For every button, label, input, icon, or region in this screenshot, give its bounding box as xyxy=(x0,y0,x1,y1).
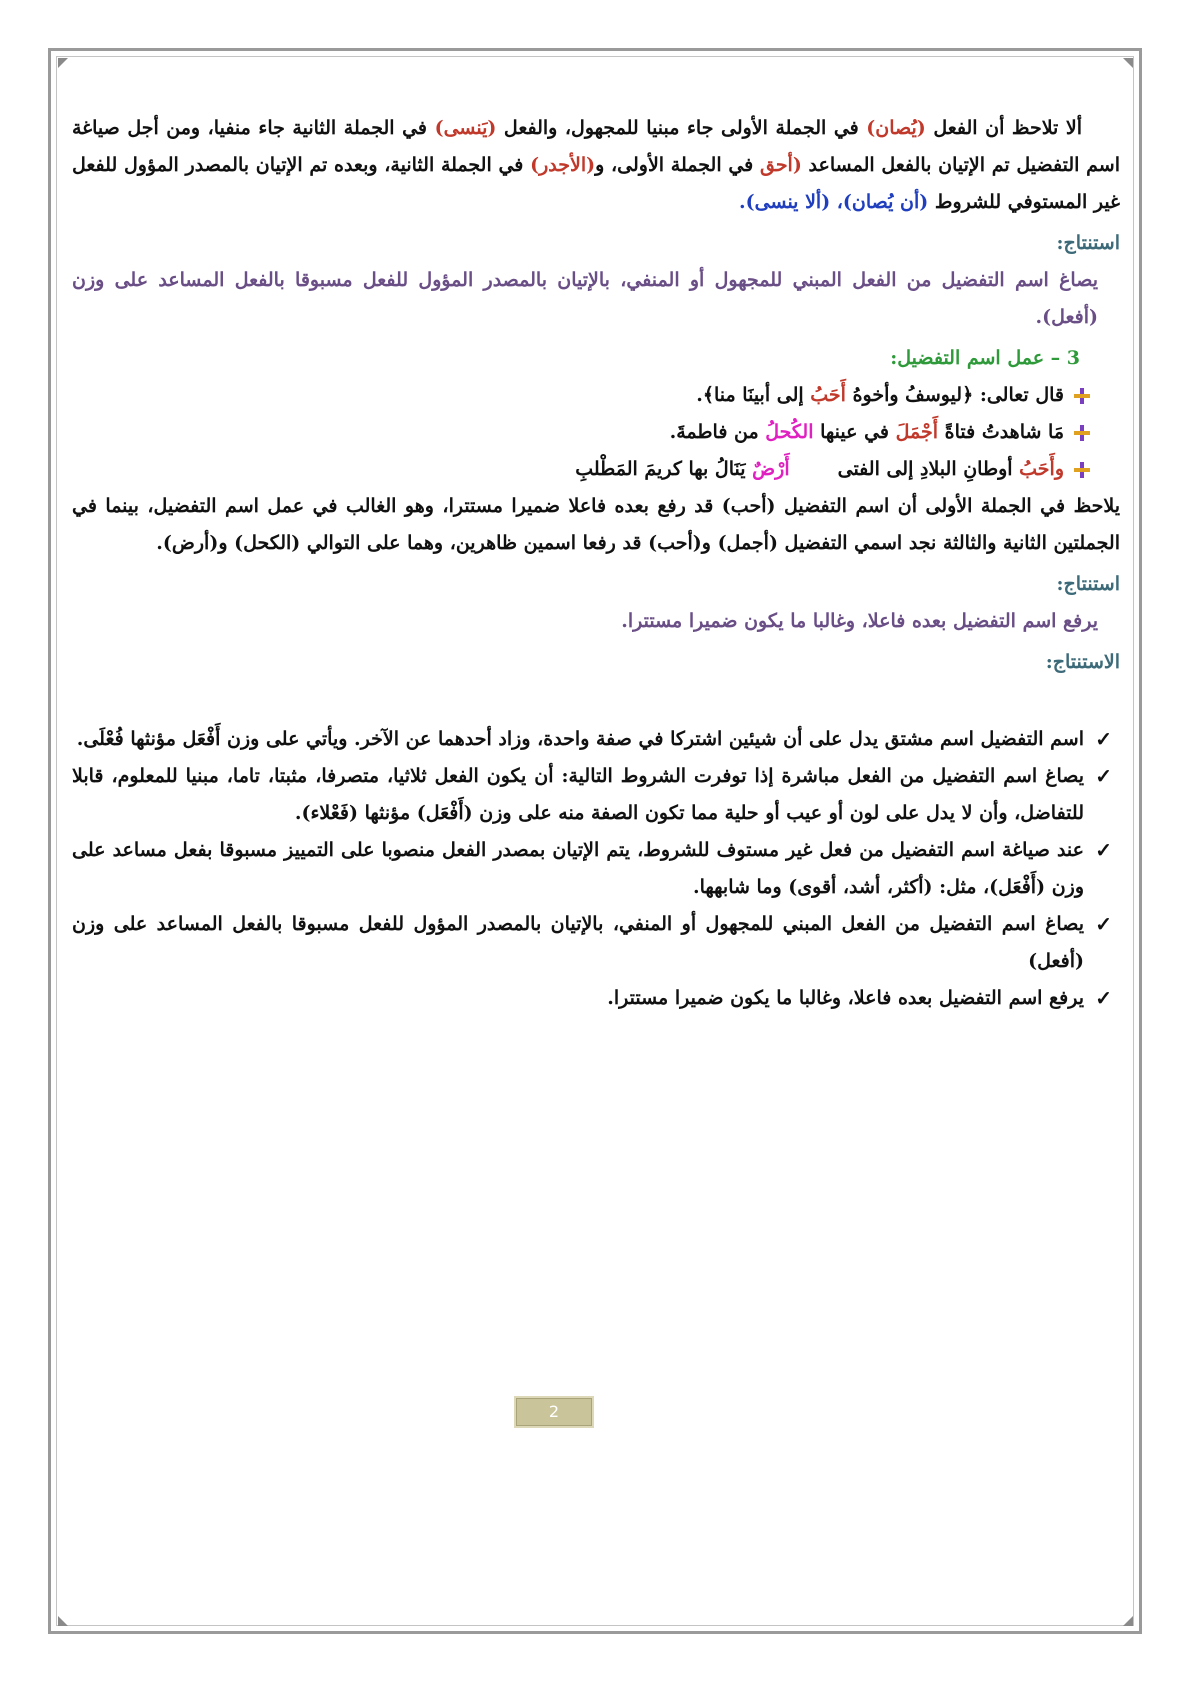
cross-bullet-icon xyxy=(1074,462,1090,478)
example-item xyxy=(72,414,1120,451)
list-item xyxy=(72,832,1120,906)
conclusion-text: يصاغ اسم التفضيل من الفعل المبني للمجهول أو المنفي، بالإتيان بالمصدر المؤول للفعل مسبوقا بالفعل المساعد على وزن (أفعل). xyxy=(72,269,1098,328)
section-title: 3 – عمل اسم التفضيل: xyxy=(890,347,1080,369)
text-segment: في الجملة الأولى، و xyxy=(595,154,760,176)
cross-bullet-icon xyxy=(1074,425,1090,441)
list-item-text: يرفع اسم التفضيل بعده فاعلا، وغالبا ما يكون ضميرا مستترا. xyxy=(607,987,1084,1009)
check-icon: ✓ xyxy=(1095,727,1112,751)
highlight-masdar: (أن يُصان)، (ألا ينسى). xyxy=(739,191,929,213)
conclusion-label: استنتاج: xyxy=(1056,573,1120,595)
document-body xyxy=(72,110,1120,1017)
corner-ornament xyxy=(58,1616,68,1626)
check-icon: ✓ xyxy=(1095,912,1112,936)
highlight-verb: (يُصان) xyxy=(866,117,926,139)
highlight-verb: (يَنسى) xyxy=(434,117,497,139)
list-item xyxy=(72,980,1120,1017)
example-item xyxy=(72,451,1120,488)
text-segment: في الجملة الثانية، وبعده تم الإتيان بالمصدر المؤول للفعل غير المستوفي للشروط xyxy=(72,154,1120,213)
list-item xyxy=(72,758,1120,832)
cross-bullet-icon xyxy=(1074,388,1090,404)
check-icon: ✓ xyxy=(1095,986,1112,1010)
corner-ornament xyxy=(58,58,68,68)
check-icon: ✓ xyxy=(1095,838,1112,862)
conclusion-label: استنتاج: xyxy=(1056,232,1120,254)
list-item-text: عند صياغة اسم التفضيل من فعل غير مستوف للشروط، يتم الإتيان بمصدر الفعل منصوبا على التمييز مسبوقا بفعل مساعد على وزن (أَفْعَل)، مثل: (أكثر، أشد، أقوى) وما شابهها. xyxy=(72,839,1084,898)
example-text: مَا شاهدتُ فتاةً أَجْمَلَ في عينها الكُحلُ من فاطمةَ. xyxy=(669,421,1064,443)
list-item-text: يصاغ اسم التفضيل من الفعل المبني للمجهول أو المنفي، بالإتيان بالمصدر المؤول للفعل مسبوقا بالفعل المساعد على وزن (أفعل) xyxy=(72,913,1084,972)
text-segment: في الجملة الأولى جاء مبنيا للمجهول، والفعل xyxy=(496,117,867,139)
text-segment: ألا تلاحظ أن الفعل xyxy=(925,117,1082,139)
text-segment: في الجملة الثانية جاء منفيا، ومن أجل صياغة اسم التفضيل تم الإتيان بالفعل المساعد xyxy=(72,117,1120,176)
page-number: 2 xyxy=(514,1396,594,1428)
list-item-text: يصاغ اسم التفضيل من الفعل مباشرة إذا توفرت الشروط التالية: أن يكون الفعل ثلاثيا، متصرفا، مثبتا، تاما، مبنيا للمعلوم، قابلا للتفاضل، وأن لا يدل على لون أو عيب أو حلية مما تكون الصفة منه على وزن (أَفْعَل) مؤنثها (فَعْلاء). xyxy=(72,765,1084,824)
poem-verse: وأَحَبُ أوطانِ البلادِ إلى الفتىأَرْضٌ يَنَالُ بها كريمَ المَطْلبِ xyxy=(575,458,1064,480)
list-item xyxy=(72,906,1120,980)
list-item-text: اسم التفضيل اسم مشتق يدل على أن شيئين اشتركا في صفة واحدة، وزاد أحدهما عن الآخر. ويأتي على وزن أَفْعَل مؤنثها فُعْلَى. xyxy=(76,728,1084,750)
check-icon: ✓ xyxy=(1095,764,1112,788)
highlight-verb: (أحق xyxy=(759,154,802,176)
summary-list xyxy=(72,721,1120,1017)
example-text: قال تعالى: ﴿ليوسفُ وأخوهُ أَحَبُ إلى أبينَا منا﴾. xyxy=(696,384,1064,406)
explanation-paragraph-2: يلاحظ في الجملة الأولى أن اسم التفضيل (أحب) قد رفع بعده فاعلا ضميرا مستترا، وهو الغالب في عمل اسم التفضيل، بينما في الجملتين الثانية والثالثة نجد اسمي التفضيل (أجمل) و(أحب) قد رفعا اسمين ظاهرين، وهما على التوالي (الكحل) و(أرض). xyxy=(72,495,1120,554)
conclusion-text: يرفع اسم التفضيل بعده فاعلا، وغالبا ما يكون ضميرا مستترا. xyxy=(621,610,1098,632)
example-item xyxy=(72,377,1120,414)
explanation-paragraph-1 xyxy=(72,110,1120,221)
final-conclusion-label: الاستنتاج: xyxy=(1045,651,1120,673)
corner-ornament xyxy=(1123,58,1133,68)
highlight-verb: (الأجدر) xyxy=(530,154,596,176)
list-item xyxy=(72,721,1120,758)
corner-ornament xyxy=(1123,1616,1133,1626)
